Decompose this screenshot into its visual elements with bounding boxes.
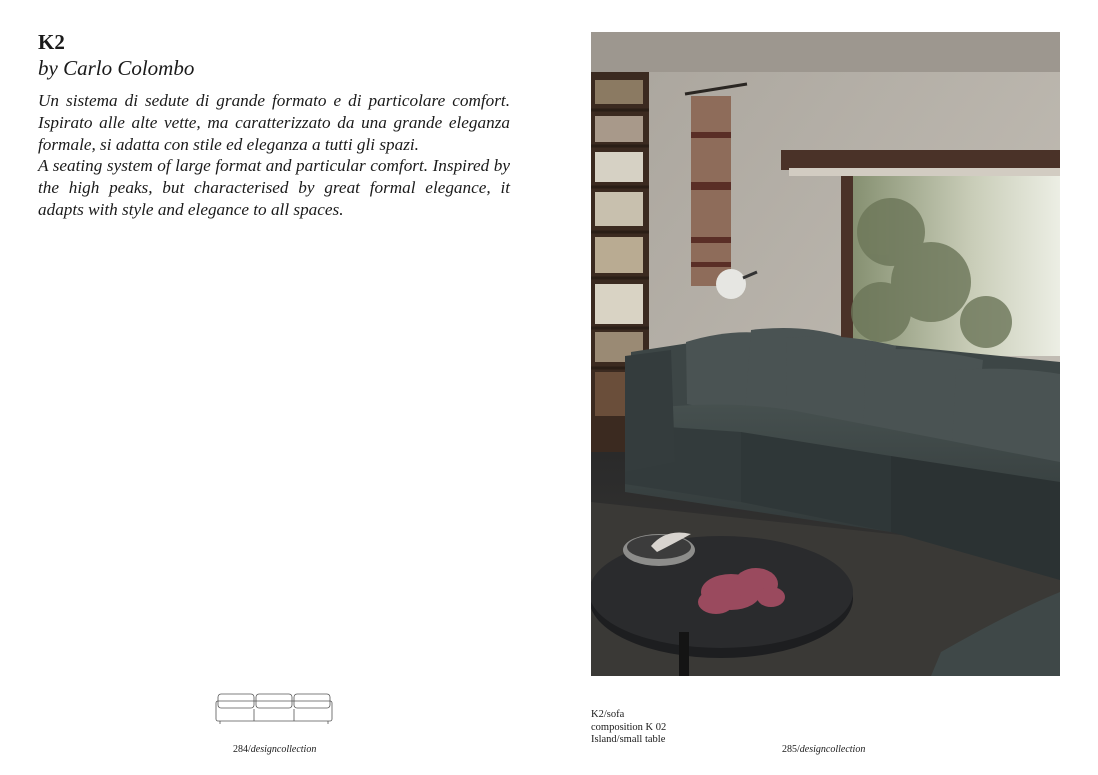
- page-number-left-value: 284/: [233, 744, 251, 755]
- product-title: K2: [38, 30, 65, 54]
- collection-name-right: designcollection: [799, 744, 866, 755]
- collection-name-left: designcollection: [250, 744, 317, 755]
- page-number-right: [782, 744, 865, 756]
- caption-table: Island/small table: [591, 734, 666, 745]
- designer-credit: by Carlo Colombo: [38, 56, 195, 80]
- caption-product: K2/sofa: [591, 709, 625, 720]
- description-italian: Un sistema di sedute di grande formato e di particolare comfort. Ispirato alle alte vette, ma caratterizzato da una grande eleganza formale, si adatta con stile ed eleganza a tutti gli spazi.: [38, 91, 510, 154]
- product-description: [38, 90, 510, 221]
- interior-photo: [591, 32, 1060, 676]
- caption-composition: composition K 02: [591, 721, 667, 733]
- description-english: A seating system of large format and particular comfort. Inspired by the high peaks, but characterised by great formal elegance, it adapts with style and elegance to all spaces.: [38, 156, 510, 219]
- page-number-left: [233, 744, 316, 756]
- sofa-line-drawing: [214, 691, 334, 727]
- photo-caption: [591, 709, 666, 747]
- page-number-right-value: 285/: [782, 744, 800, 755]
